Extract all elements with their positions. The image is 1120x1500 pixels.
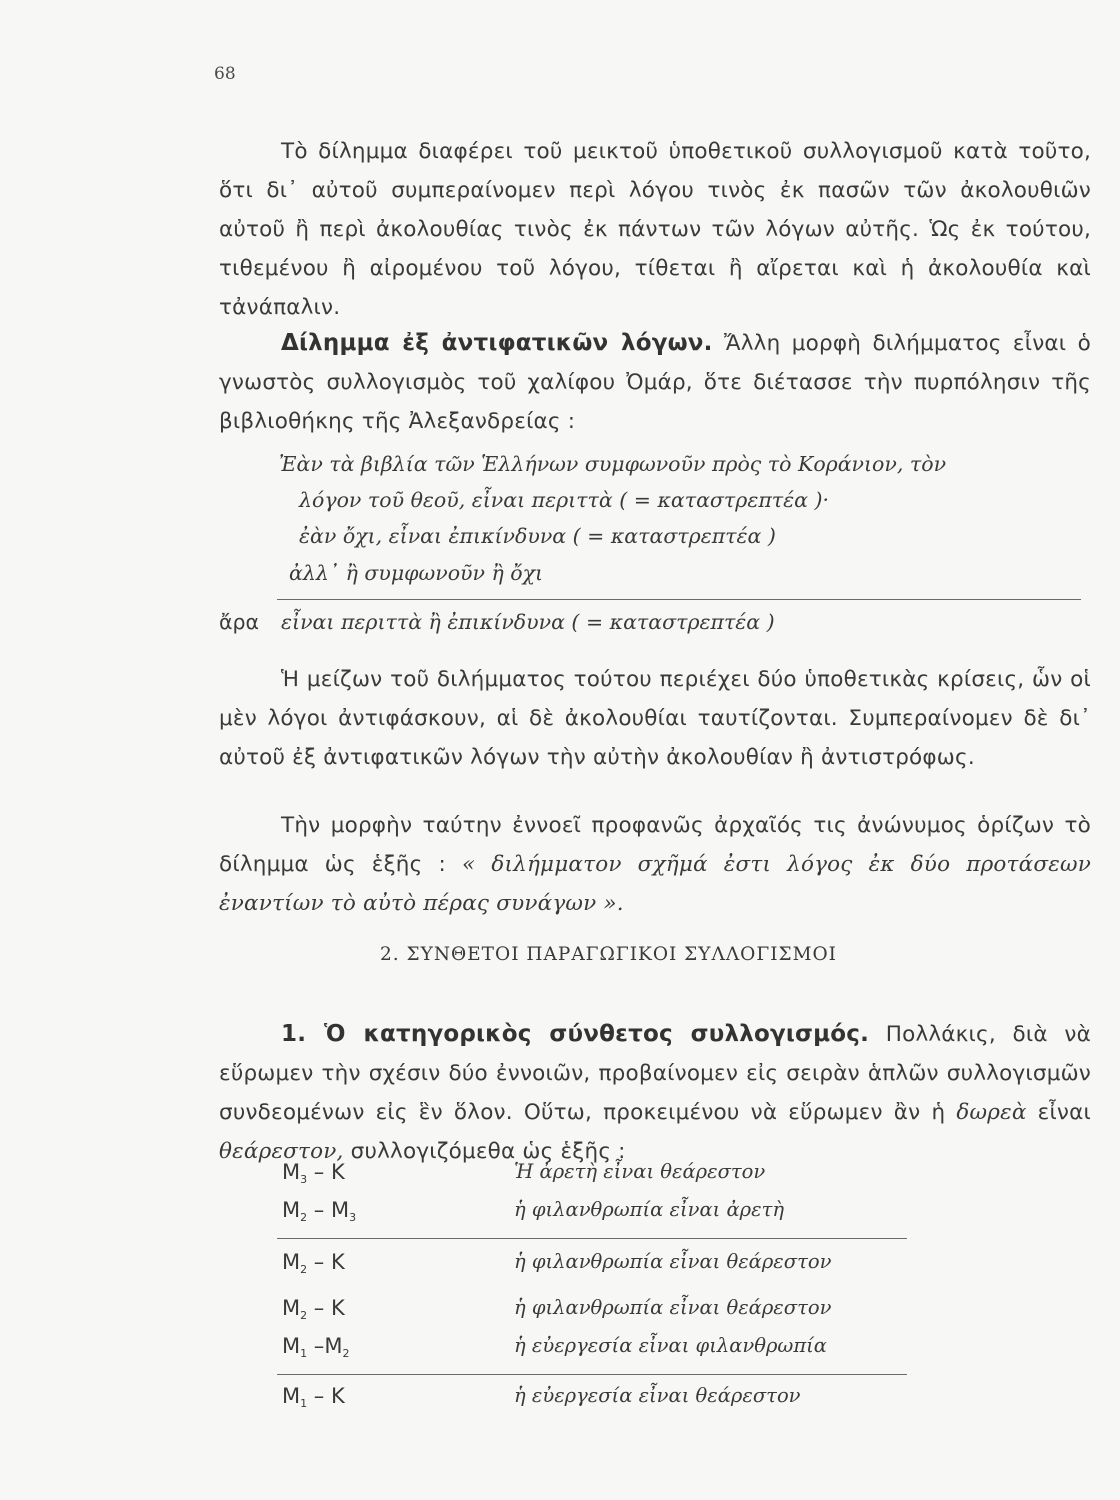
inline-heading: Δίλημμα ἐξ ἀντιφατικῶν λόγων. bbox=[281, 330, 713, 356]
section-title: 2. ΣΥΝΘΕΤΟΙ ΠΑΡΑΓΩΓΙΚΟΙ ΣΥΛΛΟΓΙΣΜΟΙ bbox=[380, 944, 837, 965]
paragraph-text: Ἡ μείζων τοῦ διλήμματος τούτου περιέχει δύο ὑποθετικὰς κρίσεις, ὧν οἱ μὲν λόγοι ἀντιφάσκουν, αἱ δὲ ἀκολουθίαι ταυτίζονται. Συμπεραίνομεν δὲ δι᾿ αὐτοῦ ἐξ ἀντιφατικῶν λόγων τὴν αὐτὴν ἀκολουθίαν ἢ ἀντιστρόφως. bbox=[219, 667, 1091, 770]
syllogism-sentence: ἡ φιλανθρωπία εἶναι θεάρεστον bbox=[514, 1296, 832, 1319]
syllogism-terms: $M_1$ $-M_2$ bbox=[282, 1334, 350, 1360]
syllogism-row bbox=[282, 1250, 982, 1284]
paragraph-dilemma-difference bbox=[219, 132, 1091, 327]
quote-conclusion bbox=[219, 610, 775, 634]
syllogism-sentence: Ἡ ἀρετὴ εἶναι θεάρεστον bbox=[514, 1160, 766, 1183]
paragraph-text: Πολλάκις, διὰ νὰ εὕρωμεν τὴν σχέσιν δύο ἐννοιῶν, προβαίνομεν εἰς σειρὰν ἁπλῶν συλλογισμῶν συνδεομένων εἰς ἓν ὅλον. Οὕτω, προκειμένου νὰ εὕρωμεν ἂν ἡ bbox=[219, 1022, 1091, 1125]
paragraph-ancient-definition bbox=[219, 806, 1091, 923]
term-italic: θεάρεστον, bbox=[219, 1139, 344, 1164]
page-number: 68 bbox=[214, 64, 236, 84]
inline-heading: 1. Ὁ κατηγορικὸς σύνθετος συλλογισμός. bbox=[281, 1021, 870, 1047]
syllogism-row bbox=[282, 1160, 982, 1194]
paragraph-text: εἶναι bbox=[1037, 1100, 1091, 1125]
syllogism-terms: $M_3$ – K bbox=[282, 1160, 345, 1186]
syllogism-row bbox=[282, 1384, 982, 1418]
quote-line: Ἐὰν τὰ βιβλία τῶν Ἑλλήνων συμφωνοῦν πρὸς τὸ Κοράνιον, τὸν bbox=[279, 452, 947, 476]
quote-line: ἐὰν ὄχι, εἶναι ἐπικίνδυνα ( = καταστρεπτέα ) bbox=[299, 524, 776, 548]
paragraph-compound-syllogism bbox=[219, 1015, 1091, 1171]
syllogism-sentence: ἡ εὐεργεσία εἶναι θεάρεστον bbox=[514, 1384, 801, 1407]
syllogism-row bbox=[282, 1334, 982, 1368]
conclusion-text: εἶναι περιττὰ ἢ ἐπικίνδυνα ( = καταστρεπτέα ) bbox=[281, 610, 775, 634]
syllogism-terms: $M_2 - M_3$ bbox=[282, 1198, 357, 1224]
syllogism-sentence: ἡ φιλανθρωπία εἶναι θεάρεστον bbox=[514, 1250, 832, 1273]
syllogism-divider bbox=[277, 1238, 907, 1239]
syllogism-sentence: ἡ εὐεργεσία εἶναι φιλανθρωπία bbox=[514, 1334, 827, 1357]
quote-line: λόγον τοῦ θεοῦ, εἶναι περιττὰ ( = καταστρεπτέα )· bbox=[299, 488, 830, 512]
syllogism-row bbox=[282, 1296, 982, 1330]
conclusion-word: ἄρα bbox=[219, 610, 260, 634]
syllogism-row bbox=[282, 1198, 982, 1232]
syllogism-terms: $M_2$ – K bbox=[282, 1250, 345, 1276]
paragraph-text: Τὸ δίλημμα διαφέρει τοῦ μεικτοῦ ὑποθετικοῦ συλλογισμοῦ κατὰ τοῦτο, ὅτι δι᾿ αὐτοῦ συμπεραίνομεν περὶ λόγου τινὸς ἐκ πασῶν τῶν ἀκολουθιῶν αὐτοῦ ἢ περὶ ἀκολουθίας τινὸς ἐκ πάντων τῶν λόγων αὐτῆς. Ὡς ἐκ τούτου, τιθεμένου ἢ αἰρομένου τοῦ λόγου, τίθεται ἢ αἴρεται καὶ ἡ ἀκολουθία καὶ τἀνάπαλιν. bbox=[219, 139, 1091, 320]
syllogism-divider bbox=[277, 1374, 907, 1375]
paragraph-text: Ἄλλη μορφὴ διλήμματος εἶναι ὁ γνωστὸς συλλογισμὸς τοῦ χαλίφου Ὀμάρ, ὅτε διέτασσε τὴν πυρπόλησιν τῆς βιβλιοθήκης τῆς Ἀλεξανδρείας : bbox=[219, 331, 1091, 434]
paragraph-text: συλλογιζόμεθα ὡς ἑξῆς : bbox=[350, 1139, 626, 1164]
syllogism-terms: $M_2$ – K bbox=[282, 1296, 345, 1322]
paragraph-major-premise bbox=[219, 660, 1091, 777]
citation: « διλήμματον σχῆμά ἐστι λόγος ἐκ δύο προτάσεων ἐναντίων τὸ αὐτὸ πέρας συνάγων ». bbox=[219, 852, 1091, 916]
syllogism-sentence: ἡ φιλανθρωπία εἶναι ἀρετὴ bbox=[514, 1198, 785, 1221]
term-italic: δωρεὰ bbox=[956, 1100, 1027, 1125]
paragraph-contradictory-dilemma bbox=[219, 324, 1091, 441]
syllogism-terms: $M_1$ – K bbox=[282, 1384, 345, 1410]
conclusion-divider bbox=[277, 599, 1081, 600]
paragraph-text: Τὴν μορφὴν ταύτην ἐννοεῖ προφανῶς ἀρχαῖός τις ἀνώνυμος ὁρίζων τὸ δίλημμα ὡς ἑξῆς : bbox=[219, 813, 1091, 877]
quote-line: ἀλλ᾿ ἢ συμφωνοῦν ἢ ὄχι bbox=[289, 561, 544, 585]
